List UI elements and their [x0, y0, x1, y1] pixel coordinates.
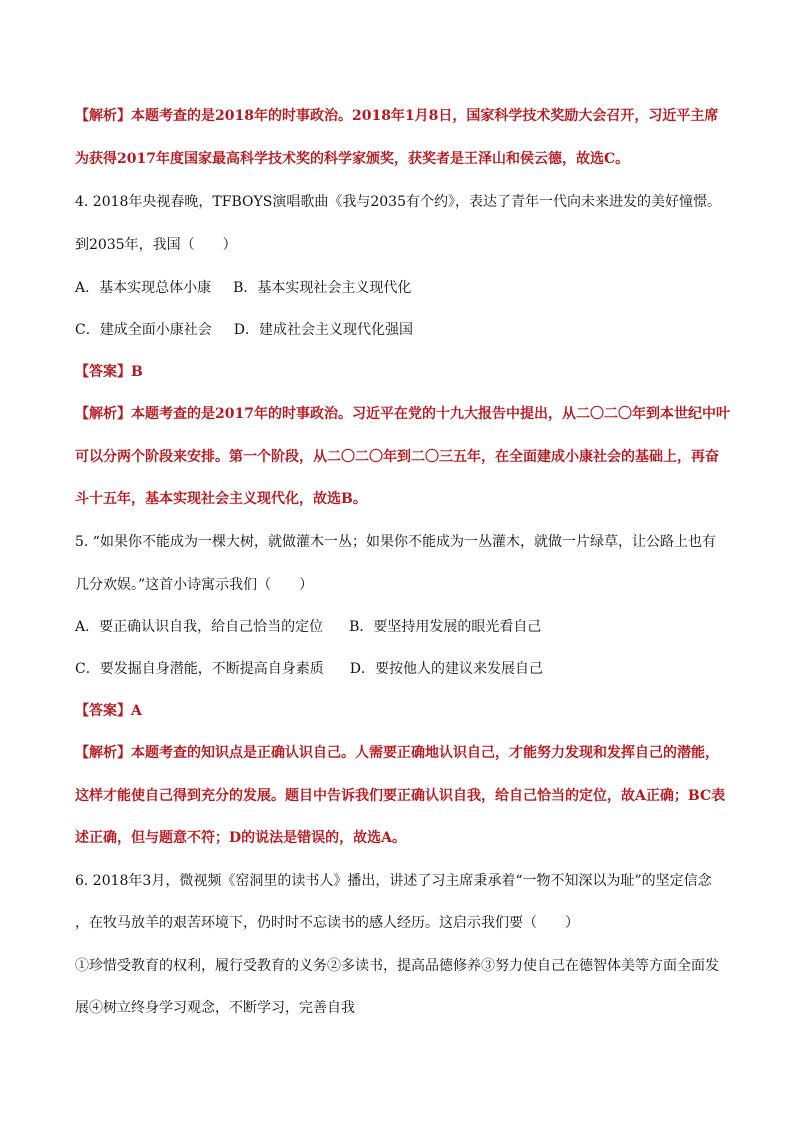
q5-stem-line-2: 几分欢娱。”这首小诗寓示我们（ ）	[75, 577, 314, 593]
answer-label: 【答案】	[75, 364, 131, 380]
q6-stem-line-1: 6. 2018年3月，微视频《窑洞里的读书人》播出，讲述了习主席秉承着“一物不知深以为耻”的坚定信念	[75, 873, 712, 889]
q5-analysis-line-1: 【解析】本题考查的知识点是正确认识自己。人需要正确地认识自己，才能努力发现和发挥自己的潜能，	[75, 745, 719, 761]
q3-analysis-line-1: 【解析】本题考查的是2018年的时事政治。2018年1月8日，国家科学技术奖励大会召开，习近平主席	[75, 108, 719, 124]
analysis-label: 【解析】	[75, 406, 131, 422]
q4-analysis-line-2: 可以分两个阶段来安排。第一个阶段，从二〇二〇年到二〇三五年，在全面建成小康社会的基础上，再奋	[75, 449, 719, 465]
q6-stem-line-2: ，在牧马放羊的艰苦环境下，仍时时不忘读书的感人经历。这启示我们要（ ）	[75, 915, 579, 931]
q5-option-d: D．要按他人的建议来发展自己	[349, 661, 543, 677]
q4-option-a: A．基本实现总体小康	[75, 280, 212, 296]
q5-option-b: B．要坚持用发展的眼光看自己	[349, 619, 542, 635]
q4-stem-line-2: 到2035年，我国（ ）	[75, 237, 237, 253]
q4-answer-value: B	[131, 364, 143, 380]
analysis-label: 【解析】	[75, 745, 131, 761]
answer-label: 【答案】	[75, 703, 131, 719]
q3-analysis-line-2: 为获得2017年度国家最高科学技术奖的科学家颁奖，获奖者是王泽山和侯云德，故选C。	[75, 151, 630, 167]
q4-option-d: D．建成社会主义现代化强国	[233, 322, 413, 338]
q5-option-c: C．要发掘自身潜能，不断提高自身素质	[75, 661, 324, 677]
q5-analysis-line-2: 这样才能使自己得到充分的发展。题目中告诉我们要正确认识自我，给自己恰当的定位，故A正确；BC表	[75, 788, 726, 804]
q5-option-a: A．要正确认识自我，给自己恰当的定位	[75, 619, 324, 635]
q5-analysis-line-3: 述正确，但与题意不符；D的说法是错误的，故选A。	[75, 830, 407, 846]
q4-option-c: C．建成全面小康社会	[75, 322, 212, 338]
q4-stem-line-1: 4. 2018年央视春晚，TFBOYS演唱歌曲《我与2035有个约》，表达了青年一代向未来进发的美好憧憬。	[75, 194, 721, 210]
q5-options-ab	[75, 617, 754, 637]
q5-answer-value: A	[131, 703, 142, 719]
q4-answer	[75, 362, 754, 382]
q4-analysis-line-3: 斗十五年，基本实现社会主义现代化，故选B。	[75, 491, 367, 507]
q5-options-cd	[75, 659, 754, 679]
q4-option-b: B．基本实现社会主义现代化	[233, 280, 412, 296]
q6-choices-line-2: 展④树立终身学习观念，不断学习，完善自我	[75, 1000, 355, 1016]
q5-stem-line-1: 5. “如果你不能成为一棵大树，就做灌木一丛；如果你不能成为一丛灌木，就做一片绿草，让公路上也有	[75, 534, 716, 550]
q4-options-ab	[75, 278, 754, 298]
q6-choices-line-1: ①珍惜受教育的权利，履行受教育的义务②多读书，提高品德修养③努力使自己在德智体美等方面全面发	[75, 958, 719, 974]
q5-answer	[75, 701, 754, 721]
q4-analysis-line-1: 【解析】本题考查的是2017年的时事政治。习近平在党的十九大报告中提出，从二〇二〇年到本世纪中叶	[75, 406, 730, 422]
analysis-label: 【解析】	[75, 108, 131, 124]
q4-options-cd	[75, 320, 754, 340]
